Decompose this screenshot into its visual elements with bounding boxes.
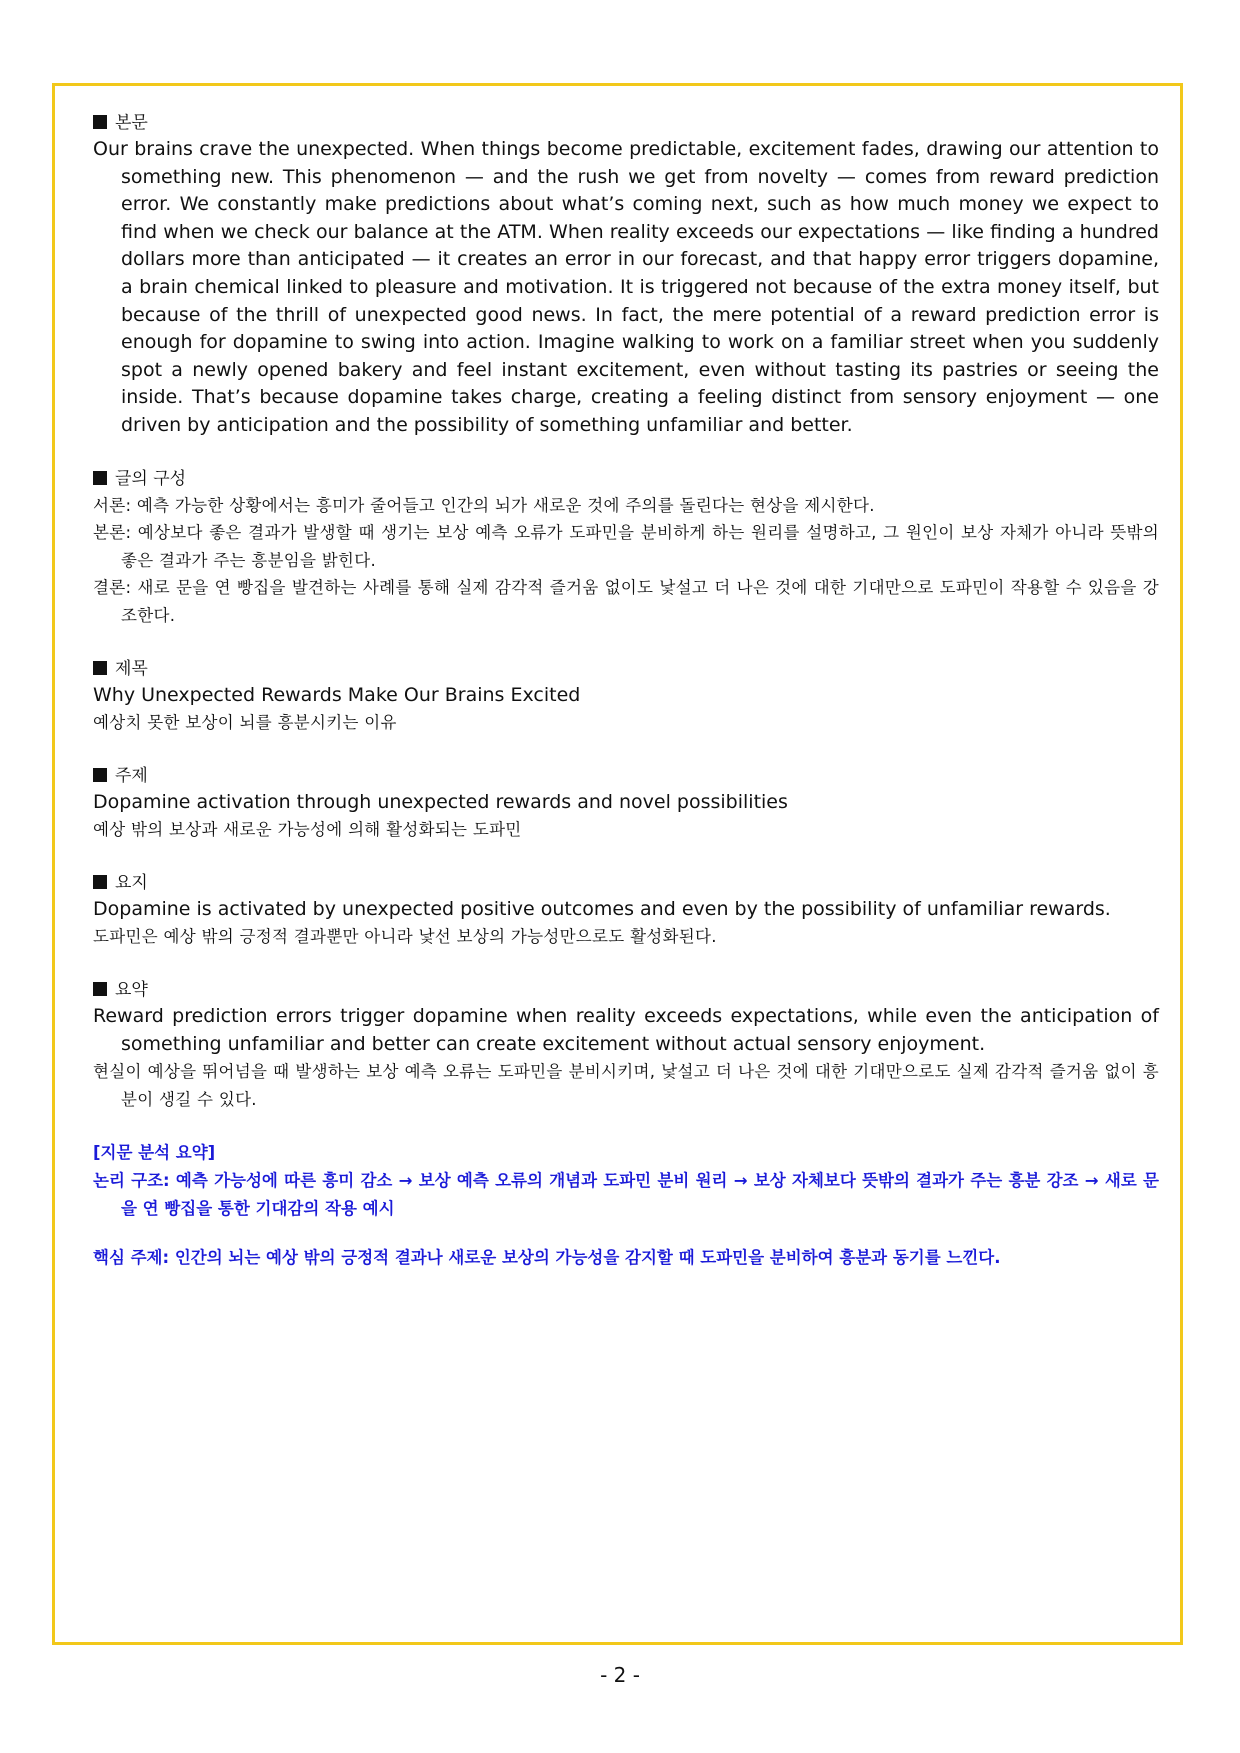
summary-english: Reward prediction errors trigger dopamine when reality exceeds expectations, while even the anticipation of something unfamiliar and better can create excitement without actual sensory enjoyment. [93,1005,1159,1055]
section-heading [93,977,1159,1003]
analysis-core: 핵심 주제: 인간의 뇌는 예상 밖의 긍정적 결과나 새로운 보상의 가능성을 감지할 때 도파민을 분비하여 흥분과 동기를 느낀다. [93,1248,1001,1268]
heading-label: 주제 [115,765,148,786]
analysis-logic: 논리 구조: 예측 가능성에 따른 흥미 감소 → 보상 예측 오류의 개념과 도파민 분비 원리 → 보상 자체보다 뜻밖의 결과가 주는 흥분 강조 → 새로 문을 연 빵집을 통한 기대감의 작용 예시 [93,1171,1159,1218]
summary-korean: 현실이 예상을 뛰어넘을 때 발생하는 보상 예측 오류는 도파민을 분비시키며, 낯설고 더 나은 것에 대한 기대만으로도 실제 감각적 즐거움 없이 흥분이 생길 수 있다. [93,1062,1159,1109]
square-bullet-icon [93,768,107,782]
structure-main: 본론: 예상보다 좋은 결과가 발생할 때 생기는 보상 예측 오류가 도파민을 분비하게 하는 원리를 설명하고, 그 원인이 보상 자체가 아니라 뜻밖의 좋은 결과가 주는 흥분임을 밝힌다. [93,523,1159,570]
section-heading [93,110,1159,136]
title-korean: 예상치 못한 보상이 뇌를 흥분시키는 이유 [93,713,397,733]
section-title [93,656,1159,737]
page-number: - 2 - [600,1663,640,1687]
section-heading [93,763,1159,789]
heading-label: 요약 [115,980,148,1001]
square-bullet-icon [93,115,107,129]
gist-english: Dopamine is activated by unexpected positive outcomes and even by the possibility of unfamiliar rewards. [93,897,1111,920]
structure-intro: 서론: 예측 가능한 상황에서는 흥미가 줄어들고 인간의 뇌가 새로운 것에 주의를 돌린다는 현상을 제시한다. [93,495,875,515]
section-topic [93,763,1159,844]
section-summary [93,977,1159,1113]
section-heading [93,870,1159,896]
heading-label: 본문 [115,113,148,133]
square-bullet-icon [93,982,107,996]
section-structure [93,466,1159,630]
square-bullet-icon [93,661,107,675]
topic-english: Dopamine activation through unexpected rewards and novel possibilities [93,790,788,813]
section-heading [93,656,1159,682]
section-gist [93,870,1159,951]
heading-label: 글의 구성 [115,468,187,489]
section-heading [93,466,1159,492]
structure-conclusion: 결론: 새로 문을 연 빵집을 발견하는 사례를 통해 실제 감각적 즐거움 없이도 낯설고 더 나은 것에 대한 기대만으로 도파민이 작용할 수 있음을 강조한다. [93,578,1159,625]
body-paragraph: Our brains crave the unexpected. When things become predictable, excitement fades, drawing our attention to something new. This phenomenon — and the rush we get from novelty — comes from reward prediction error. We constantly make predictions about what’s coming next, such as how much money we expect to find when we check our balance at the ATM. When reality exceeds our expectations — like finding a hundred dollars more than anticipated — it creates an error in our forecast, and that happy error triggers dopamine, a brain chemical linked to pleasure and motivation. It is triggered not because of the extra money itself, but because of the thrill of unexpected good news. In fact, the mere potential of a reward prediction error is enough for dopamine to swing into action. Imagine walking to work on a familiar street when you suddenly spot a newly opened bakery and feel instant excitement, even without tasting its pastries or seeing the inside. That’s because dopamine takes charge, creating a feeling distinct from sensory enjoyment — one driven by anticipation and the possibility of something unfamiliar and better. [93,138,1159,436]
heading-label: 제목 [115,658,148,679]
square-bullet-icon [93,875,107,889]
heading-label: 요지 [115,872,148,893]
document-content [93,110,1159,1298]
gist-korean: 도파민은 예상 밖의 긍정적 결과뿐만 아니라 낯선 보상의 가능성만으로도 활성화된다. [93,927,717,947]
analysis-title: [지문 분석 요약] [93,1143,216,1163]
square-bullet-icon [93,471,107,485]
section-body [93,110,1159,440]
section-analysis [93,1139,1159,1271]
topic-korean: 예상 밖의 보상과 새로운 가능성에 의해 활성화되는 도파민 [93,820,522,840]
title-english: Why Unexpected Rewards Make Our Brains Excited [93,683,581,706]
